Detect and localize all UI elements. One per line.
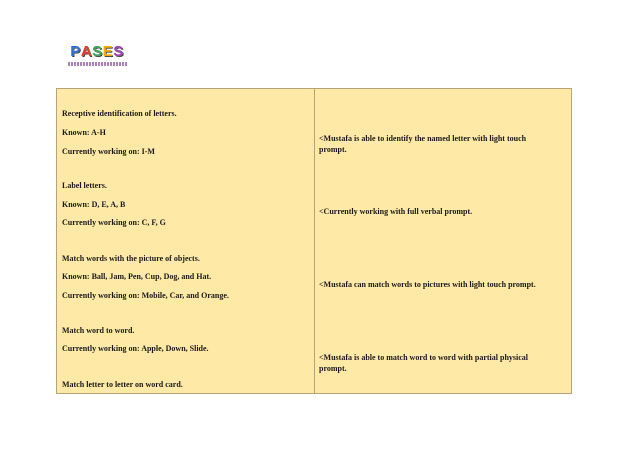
note-identify-letter-line1: <Mustafa is able to identify the named letter with light touch bbox=[319, 134, 527, 143]
note-match-words-pictures: <Mustafa can match words to pictures with light touch prompt. bbox=[319, 280, 536, 289]
pases-logo bbox=[62, 40, 132, 70]
known-words: Known: Ball, Jam, Pen, Cup, Dog, and Hat. bbox=[62, 272, 212, 281]
note-word-to-word-line1: <Mustafa is able to match word to word with partial physical bbox=[319, 353, 528, 362]
goal-letter-to-letter: Match letter to letter on word card. bbox=[62, 380, 183, 389]
logo-letter-p: P bbox=[70, 42, 81, 60]
column-divider bbox=[314, 89, 315, 393]
goal-receptive-id: Receptive identification of letters. bbox=[62, 109, 177, 118]
logo-letter-s2: S bbox=[113, 42, 124, 60]
note-identify-letter-line2: prompt. bbox=[319, 145, 347, 154]
known-a-h: Known: A-H bbox=[62, 128, 106, 137]
goal-word-to-word: Match word to word. bbox=[62, 326, 135, 335]
logo-letter-s: S bbox=[92, 42, 103, 60]
known-letters: Known: D, E, A, B bbox=[62, 200, 126, 209]
note-word-to-word-line2: prompt. bbox=[319, 364, 347, 373]
goal-label-letters: Label letters. bbox=[62, 181, 107, 190]
logo-letter-e: E bbox=[102, 42, 114, 60]
working-words: Currently working on: Mobile, Car, and Orange. bbox=[62, 291, 229, 300]
progress-table bbox=[56, 88, 572, 394]
working-word-to-word: Currently working on: Apple, Down, Slide. bbox=[62, 344, 209, 353]
working-letters: Currently working on: C, F, G bbox=[62, 218, 166, 227]
goal-match-words-pictures: Match words with the picture of objects. bbox=[62, 254, 200, 263]
working-i-m: Currently working on: I-M bbox=[62, 147, 155, 156]
note-full-verbal-prompt: <Currently working with full verbal prompt. bbox=[319, 207, 473, 216]
logo-tagline bbox=[68, 62, 128, 66]
logo-wordmark bbox=[62, 40, 132, 62]
logo-letter-a: A bbox=[80, 42, 93, 60]
